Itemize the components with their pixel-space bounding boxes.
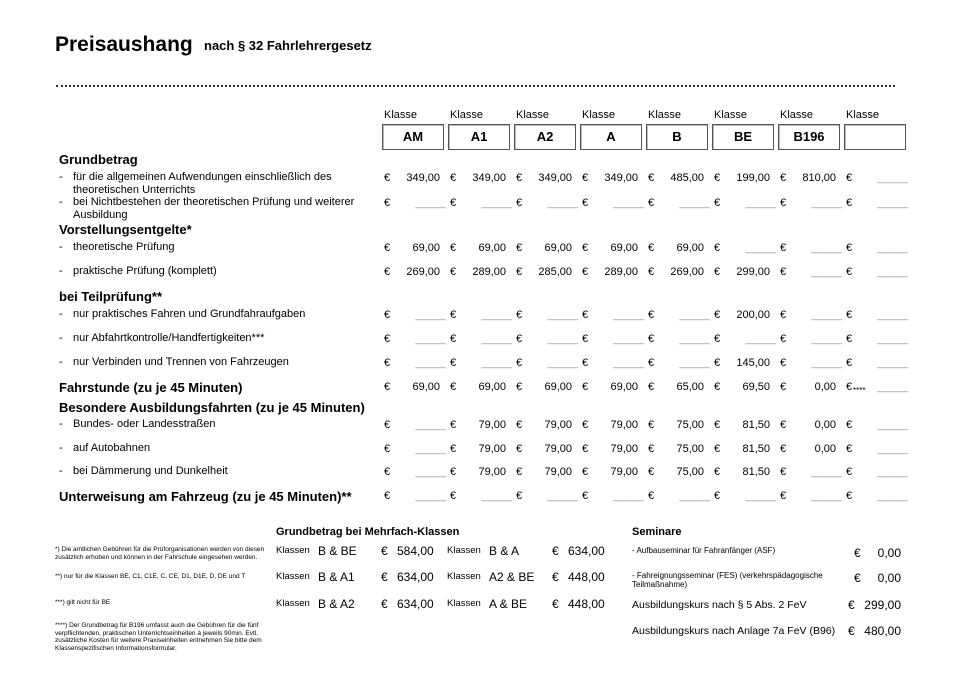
euro-sign: € — [516, 172, 523, 184]
seminare-title: Seminare — [632, 526, 682, 538]
price-value: _____ — [679, 309, 710, 321]
price-value: _____ — [481, 357, 512, 369]
price-value: _____ — [811, 266, 842, 278]
price-value: _____ — [415, 443, 446, 455]
euro-sign: € — [780, 419, 787, 431]
euro-sign: € — [516, 443, 523, 455]
class-box-a1: A1 — [448, 124, 510, 150]
dotted-divider — [56, 85, 895, 87]
euro-sign: € — [780, 490, 787, 502]
price-value: 0,00 — [814, 443, 836, 455]
euro-sign: € — [780, 443, 787, 455]
price-value: 79,00 — [478, 466, 506, 478]
price-value: 69,00 — [412, 381, 440, 393]
euro-sign: € — [846, 242, 853, 254]
euro-sign: € — [854, 546, 861, 560]
price-value: 79,00 — [610, 466, 638, 478]
euro-sign: € — [552, 544, 559, 558]
seminar-price: 0,00 — [877, 546, 901, 560]
euro-sign: € — [780, 242, 787, 254]
euro-sign: € — [780, 381, 787, 393]
euro-sign: € — [714, 466, 721, 478]
euro-sign: € — [846, 466, 853, 478]
price-value: 810,00 — [802, 172, 836, 184]
price-value: 75,00 — [676, 419, 704, 431]
section-unterweisung: Unterweisung am Fahrzeug (zu je 45 Minuten)** — [59, 489, 352, 504]
euro-sign: € — [648, 490, 655, 502]
footnote-marker: **** — [853, 386, 866, 395]
euro-sign: € — [648, 443, 655, 455]
row-label-text: bei Dämmerung und Dunkelheit — [73, 465, 228, 477]
multi-class-combo: B & A — [489, 544, 520, 558]
euro-sign: € — [714, 309, 721, 321]
row-label-text: nur praktisches Fahren und Grundfahraufgaben — [73, 308, 306, 320]
page-title: Preisaushang — [55, 33, 193, 56]
multi-class-price: 448,00 — [568, 570, 605, 584]
price-value: _____ — [877, 381, 908, 393]
euro-sign: € — [648, 357, 655, 369]
section-grundbetrag: Grundbetrag — [59, 152, 138, 167]
price-value: 485,00 — [670, 172, 704, 184]
euro-sign: € — [780, 309, 787, 321]
price-value: _____ — [547, 357, 578, 369]
seminar-price: 299,00 — [864, 598, 901, 612]
row-label-text: auf Autobahnen — [73, 442, 151, 454]
price-value: _____ — [679, 490, 710, 502]
price-value: 79,00 — [544, 443, 572, 455]
price-value: 75,00 — [676, 466, 704, 478]
euro-sign: € — [846, 172, 853, 184]
price-value: _____ — [877, 309, 908, 321]
euro-sign: € — [582, 443, 589, 455]
euro-sign: € — [450, 266, 457, 278]
multi-class-price: 634,00 — [397, 597, 434, 611]
price-value: 69,00 — [478, 242, 506, 254]
row-label — [59, 171, 363, 196]
euro-sign: € — [648, 333, 655, 345]
euro-sign: € — [848, 598, 855, 612]
euro-sign: € — [516, 381, 523, 393]
price-value: _____ — [415, 490, 446, 502]
dash-marker: - — [59, 196, 63, 208]
footnote-2: **) nur für die Klassen BE, C1, C1E, C, CE, D1, D1E, D, DE und T — [55, 573, 246, 580]
row-label — [59, 265, 363, 278]
euro-sign: € — [582, 357, 589, 369]
price-value: 299,00 — [736, 266, 770, 278]
price-value: _____ — [547, 490, 578, 502]
section-besondere-fahrten: Besondere Ausbildungsfahrten (zu je 45 Minuten) — [59, 400, 365, 415]
price-value: _____ — [415, 197, 446, 209]
euro-sign: € — [582, 419, 589, 431]
row-label — [59, 332, 363, 345]
price-value: 0,00 — [814, 419, 836, 431]
multi-class-label: Klassen — [447, 545, 481, 556]
price-value: _____ — [481, 309, 512, 321]
euro-sign: € — [450, 309, 457, 321]
euro-sign: € — [582, 266, 589, 278]
euro-sign: € — [450, 466, 457, 478]
euro-sign: € — [516, 419, 523, 431]
footnote-4: ****) Der Grundbetrag für B196 umfasst auch die Gebühren für die fünf verpflichtenden, praktischen Unterrichtseinheiten à jeweils 90min. Evtl. zusätzliche Kosten für weitere Praxiseinheiten entnehmen Sie bitte dem Klassenspezifischen Informationsformular. — [55, 622, 262, 652]
euro-sign: € — [846, 443, 853, 455]
multi-class-label: Klassen — [447, 598, 481, 609]
price-value: _____ — [481, 490, 512, 502]
euro-sign: € — [648, 309, 655, 321]
euro-sign: € — [846, 309, 853, 321]
price-value: _____ — [745, 242, 776, 254]
multi-class-price: 634,00 — [568, 544, 605, 558]
seminar-label: - Fahreignungsseminar (FES) (verkehrspädagogische Teilmaßnahme) — [632, 571, 823, 589]
multi-class-title: Grundbetrag bei Mehrfach-Klassen — [276, 526, 460, 538]
multi-class-price: 634,00 — [397, 570, 434, 584]
euro-sign: € — [384, 309, 391, 321]
price-value: _____ — [613, 333, 644, 345]
dash-marker: - — [59, 332, 63, 344]
class-label: Klasse — [582, 109, 616, 121]
dash-marker: - — [59, 356, 63, 368]
price-value: 79,00 — [610, 443, 638, 455]
euro-sign: € — [714, 172, 721, 184]
euro-sign: € — [780, 466, 787, 478]
price-value: 200,00 — [736, 309, 770, 321]
seminar-price: 0,00 — [877, 571, 901, 585]
price-value: 199,00 — [736, 172, 770, 184]
price-value: 69,00 — [610, 242, 638, 254]
row-label-text: Bundes- oder Landesstraßen — [73, 418, 216, 430]
price-value: _____ — [415, 419, 446, 431]
euro-sign: € — [516, 197, 523, 209]
euro-sign: € — [450, 419, 457, 431]
price-value: 349,00 — [472, 172, 506, 184]
multi-class-combo: A2 & BE — [489, 570, 535, 584]
price-value: _____ — [547, 333, 578, 345]
row-label — [59, 465, 363, 478]
price-value: _____ — [415, 357, 446, 369]
euro-sign: € — [450, 172, 457, 184]
euro-sign: € — [384, 443, 391, 455]
euro-sign: € — [516, 357, 523, 369]
euro-sign: € — [384, 381, 391, 393]
euro-sign: € — [450, 490, 457, 502]
price-value: _____ — [877, 333, 908, 345]
price-value: 69,00 — [610, 381, 638, 393]
price-value: 81,50 — [742, 443, 770, 455]
euro-sign: € — [846, 490, 853, 502]
euro-sign: € — [648, 242, 655, 254]
price-value: 79,00 — [544, 419, 572, 431]
price-value: 69,00 — [676, 242, 704, 254]
seminar-price: 480,00 — [864, 624, 901, 638]
class-box-b196: B196 — [778, 124, 840, 150]
price-value: _____ — [877, 466, 908, 478]
euro-sign: € — [846, 357, 853, 369]
multi-class-price: 448,00 — [568, 597, 605, 611]
price-value: _____ — [877, 490, 908, 502]
price-value: 145,00 — [736, 357, 770, 369]
euro-sign: € — [516, 242, 523, 254]
price-value: _____ — [877, 419, 908, 431]
euro-sign: € — [854, 571, 861, 585]
euro-sign: € — [648, 466, 655, 478]
euro-sign: € — [582, 172, 589, 184]
price-value: _____ — [481, 333, 512, 345]
price-value: _____ — [547, 309, 578, 321]
euro-sign: € — [384, 466, 391, 478]
row-label — [59, 442, 363, 455]
class-label: Klasse — [846, 109, 880, 121]
footnote-1: *) Die amtlichen Gebühren für die Prüforganisationen werden von diesen zusätzlich erhoben und können in der Fahrschule eingesehen werden. — [55, 546, 265, 561]
euro-sign: € — [846, 197, 853, 209]
euro-sign: € — [714, 419, 721, 431]
price-value: _____ — [811, 333, 842, 345]
row-label-text: nur Verbinden und Trennen von Fahrzeugen — [73, 356, 289, 368]
page-subtitle: nach § 32 Fahrlehrergesetz — [204, 38, 372, 53]
price-value: _____ — [811, 242, 842, 254]
euro-sign: € — [384, 490, 391, 502]
euro-sign: € — [384, 242, 391, 254]
price-value: _____ — [877, 266, 908, 278]
euro-sign: € — [516, 309, 523, 321]
euro-sign: € — [450, 381, 457, 393]
euro-sign: € — [582, 309, 589, 321]
euro-sign: € — [384, 197, 391, 209]
dash-marker: - — [59, 308, 63, 320]
euro-sign: € — [648, 172, 655, 184]
row-label-text: theoretische Prüfung — [73, 241, 175, 253]
euro-sign: € — [450, 357, 457, 369]
row-label — [59, 356, 363, 369]
euro-sign: € — [552, 597, 559, 611]
price-value: _____ — [877, 242, 908, 254]
euro-sign: € — [384, 172, 391, 184]
euro-sign: € — [384, 333, 391, 345]
euro-sign: € — [714, 266, 721, 278]
price-value: 81,50 — [742, 419, 770, 431]
row-label-text: bei Nichtbestehen der theoretischen Prüfung und weiterer Ausbildung — [73, 196, 355, 221]
dash-marker: - — [59, 442, 63, 454]
seminar-label: Ausbildungskurs nach Anlage 7a FeV (B96) — [632, 625, 836, 637]
multi-class-price: 584,00 — [397, 544, 434, 558]
euro-sign: € — [450, 333, 457, 345]
multi-class-combo: B & A1 — [318, 570, 355, 584]
price-value: _____ — [679, 357, 710, 369]
euro-sign: € — [552, 570, 559, 584]
euro-sign: € — [582, 490, 589, 502]
price-value: _____ — [745, 490, 776, 502]
class-label: Klasse — [516, 109, 550, 121]
euro-sign: € — [780, 357, 787, 369]
euro-sign: € — [846, 266, 853, 278]
euro-sign: € — [648, 419, 655, 431]
price-value: 65,00 — [676, 381, 704, 393]
dash-marker: - — [59, 418, 63, 430]
euro-sign: € — [780, 197, 787, 209]
price-value: _____ — [877, 197, 908, 209]
multi-class-combo: B & A2 — [318, 597, 355, 611]
seminar-label: - Aufbauseminar für Fahranfänger (ASF) — [632, 546, 776, 555]
euro-sign: € — [384, 419, 391, 431]
euro-sign: € — [582, 466, 589, 478]
euro-sign: € — [714, 443, 721, 455]
multi-class-label: Klassen — [276, 598, 310, 609]
euro-sign: € — [516, 490, 523, 502]
price-value: _____ — [811, 197, 842, 209]
row-label-text: für die allgemeinen Aufwendungen einschließlich des theoretischen Unterrichts — [73, 171, 332, 196]
euro-sign: € — [714, 490, 721, 502]
section-vorstellungsentgelte: Vorstellungsentgelte* — [59, 222, 192, 237]
price-value: _____ — [547, 197, 578, 209]
euro-sign: € — [780, 333, 787, 345]
price-value: _____ — [811, 490, 842, 502]
euro-sign: € — [714, 381, 721, 393]
euro-sign: € — [516, 333, 523, 345]
price-value: _____ — [415, 333, 446, 345]
price-value: 349,00 — [538, 172, 572, 184]
euro-sign: € — [381, 597, 388, 611]
class-box-b: B — [646, 124, 708, 150]
class-label: Klasse — [648, 109, 682, 121]
dash-marker: - — [59, 171, 63, 183]
row-label — [59, 418, 363, 431]
dash-marker: - — [59, 465, 63, 477]
price-value: _____ — [679, 197, 710, 209]
price-value: 289,00 — [604, 266, 638, 278]
dash-marker: - — [59, 241, 63, 253]
euro-sign: € — [848, 624, 855, 638]
price-value: _____ — [811, 466, 842, 478]
euro-sign: € — [384, 266, 391, 278]
row-label — [59, 308, 363, 321]
multi-class-combo: B & BE — [318, 544, 357, 558]
euro-sign: € — [780, 172, 787, 184]
euro-sign: € — [780, 266, 787, 278]
euro-sign: € — [714, 197, 721, 209]
price-value: 69,00 — [544, 242, 572, 254]
euro-sign: € — [714, 242, 721, 254]
price-value: 0,00 — [814, 381, 836, 393]
euro-sign: € — [582, 333, 589, 345]
price-value: 69,00 — [544, 381, 572, 393]
class-label: Klasse — [384, 109, 418, 121]
euro-sign: € — [648, 381, 655, 393]
price-value: 79,00 — [478, 419, 506, 431]
price-value: 69,50 — [742, 381, 770, 393]
price-value: _____ — [613, 309, 644, 321]
euro-sign: € — [516, 466, 523, 478]
euro-sign: € — [648, 266, 655, 278]
price-value: 69,00 — [478, 381, 506, 393]
multi-class-label: Klassen — [276, 571, 310, 582]
multi-class-label: Klassen — [447, 571, 481, 582]
euro-sign: € — [714, 357, 721, 369]
price-value: 75,00 — [676, 443, 704, 455]
price-value: 79,00 — [610, 419, 638, 431]
price-value: _____ — [745, 333, 776, 345]
class-label: Klasse — [780, 109, 814, 121]
class-box-a: A — [580, 124, 642, 150]
price-value: 81,50 — [742, 466, 770, 478]
euro-sign: € — [450, 242, 457, 254]
multi-class-label: Klassen — [276, 545, 310, 556]
euro-sign: € — [450, 197, 457, 209]
price-value: _____ — [877, 172, 908, 184]
price-value: _____ — [679, 333, 710, 345]
price-value: _____ — [811, 357, 842, 369]
class-box-a2: A2 — [514, 124, 576, 150]
euro-sign: € — [582, 197, 589, 209]
price-value: 79,00 — [544, 466, 572, 478]
price-value: _____ — [415, 309, 446, 321]
multi-class-combo: A & BE — [489, 597, 528, 611]
class-label: Klasse — [714, 109, 748, 121]
euro-sign: € — [384, 357, 391, 369]
section-teilpruefung: bei Teilprüfung** — [59, 289, 163, 304]
euro-sign: € — [714, 333, 721, 345]
price-value: 69,00 — [412, 242, 440, 254]
price-value: _____ — [877, 443, 908, 455]
euro-sign: € — [582, 381, 589, 393]
seminar-label: Ausbildungskurs nach § 5 Abs. 2 FeV — [632, 599, 807, 611]
price-value: 349,00 — [604, 172, 638, 184]
price-value: 289,00 — [472, 266, 506, 278]
euro-sign: € — [381, 570, 388, 584]
price-value: _____ — [613, 490, 644, 502]
price-value: 79,00 — [478, 443, 506, 455]
price-value: _____ — [811, 309, 842, 321]
class-box-am: AM — [382, 124, 444, 150]
price-value: _____ — [613, 357, 644, 369]
euro-sign: € — [582, 242, 589, 254]
dash-marker: - — [59, 265, 63, 277]
class-label: Klasse — [450, 109, 484, 121]
price-value: _____ — [877, 357, 908, 369]
euro-sign: € — [516, 266, 523, 278]
price-value: _____ — [481, 197, 512, 209]
price-value: 349,00 — [406, 172, 440, 184]
row-label — [59, 241, 363, 254]
euro-sign: € — [846, 381, 853, 393]
price-value: 269,00 — [670, 266, 704, 278]
price-value: _____ — [415, 466, 446, 478]
euro-sign: € — [846, 333, 853, 345]
row-label-text: nur Abfahrtkontrolle/Handfertigkeiten*** — [73, 332, 265, 344]
row-label — [59, 196, 363, 221]
class-box-be: BE — [712, 124, 774, 150]
price-value: 269,00 — [406, 266, 440, 278]
section-fahrstunde: Fahrstunde (zu je 45 Minuten) — [59, 380, 243, 395]
price-value: 285,00 — [538, 266, 572, 278]
row-label-text: praktische Prüfung (komplett) — [73, 265, 217, 277]
euro-sign: € — [381, 544, 388, 558]
price-value: _____ — [745, 197, 776, 209]
footnote-3: ***) gilt nicht für BE — [55, 599, 111, 606]
price-value: _____ — [613, 197, 644, 209]
class-box-empty — [844, 124, 906, 150]
euro-sign: € — [450, 443, 457, 455]
euro-sign: € — [846, 419, 853, 431]
euro-sign: € — [648, 197, 655, 209]
